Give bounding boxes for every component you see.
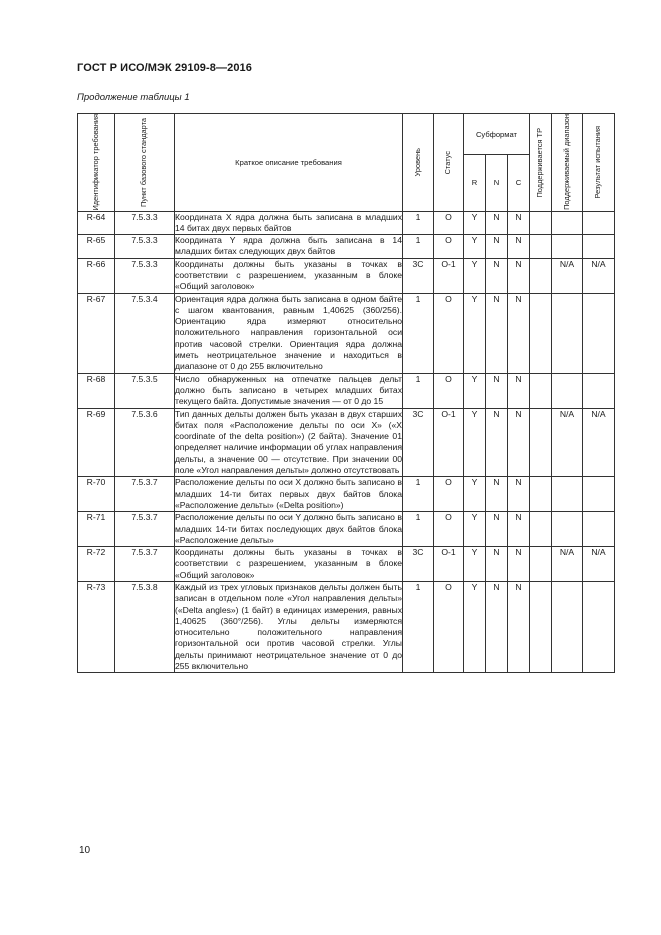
subformat-c-cell: N [508,582,530,673]
range-cell: N/A [552,547,583,582]
status-cell: O-1 [434,547,464,582]
table-row [78,293,615,373]
result-cell [583,512,615,547]
subformat-r-cell: Y [464,373,486,408]
supported-cell [530,582,552,673]
clause-number: 7.5.3.4 [115,293,175,373]
subformat-r-cell: Y [464,293,486,373]
col-header-clause: Пункт базового стандарта [115,114,175,212]
subformat-r-cell: Y [464,512,486,547]
table-row [78,235,615,259]
table-row [78,477,615,512]
clause-number: 7.5.3.6 [115,408,175,477]
range-cell [552,373,583,408]
range-cell [552,512,583,547]
level-cell: 1 [403,477,434,512]
range-cell: N/A [552,408,583,477]
status-cell: O-1 [434,258,464,293]
col-header-status: Статус [434,114,464,212]
subformat-c-cell: N [508,512,530,547]
requirements-table [77,113,615,673]
requirement-id: R-73 [78,582,115,673]
clause-number: 7.5.3.7 [115,477,175,512]
requirement-id: R-65 [78,235,115,259]
level-cell: 3C [403,258,434,293]
level-cell: 1 [403,235,434,259]
subformat-n-cell: N [486,211,508,235]
requirement-description: Тип данных дельты должен быть указан в двух старших битах поля «Расположение дельты по оси X» («X coordinate of the delta position») (2 байта). Значение 01 определяет наличие информации об углах направления дельты, а значение 00 — отсутствие. При значении 00 поле «Угол направления дельты» должно отсутствовать [175,408,402,476]
requirement-id: R-67 [78,293,115,373]
table-row [78,547,615,582]
status-cell: O [434,512,464,547]
requirement-description: Ориентация ядра должна быть записана в одном байте с шагом квантования, равным 1,40625 (360/256). Ориентацию ядра измеряют относительно положительного направления горизонтальной оси против часовой стрелки. Ориентация ядра должна иметь неотрицательное значение и находиться в диапазоне от 0 до 255 включительно [175,293,402,372]
subformat-r-cell: Y [464,235,486,259]
result-cell: N/A [583,547,615,582]
subformat-c-cell: N [508,235,530,259]
requirement-description: Каждый из трех угловых признаков дельты должен быть записан в отдельном поле «Угол направления дельты» («Delta angles») (1 байт) в единицах измерения, равных 1,40625 (360°/256). Углы дельты измеряются относительно положительного направления горизонтальной оси против часовой стрелки. Углы дельты принимают неотрицательное значение от 0 до 255 включительно [175,582,402,672]
col-header-range: Поддерживаемый диапазон [552,114,583,212]
result-cell [583,582,615,673]
level-cell: 1 [403,582,434,673]
requirement-description: Координата X ядра должна быть записана в младших 14 битах двух первых байтов [175,211,402,233]
result-cell: N/A [583,408,615,477]
range-cell [552,477,583,512]
col-header-result: Результат испытания [583,114,615,212]
page-number: 10 [79,845,91,856]
subformat-n-cell: N [486,235,508,259]
subformat-c-cell: N [508,211,530,235]
subformat-n-cell: N [486,293,508,373]
result-cell: N/A [583,258,615,293]
col-header-sub-r: R [464,155,486,211]
col-header-id: Идентификатор требования [78,114,115,212]
clause-number: 7.5.3.3 [115,211,175,235]
result-cell [583,373,615,408]
range-cell: N/A [552,258,583,293]
subformat-c-cell: N [508,258,530,293]
clause-number: 7.5.3.8 [115,582,175,673]
level-cell: 1 [403,211,434,235]
subformat-n-cell: N [486,373,508,408]
supported-cell [530,547,552,582]
supported-cell [530,211,552,235]
supported-cell [530,477,552,512]
requirement-description: Число обнаруженных на отпечатке пальцев дельт должно быть записано в четырех младших битах текущего байта. Допустимые значения — от 0 до 15 [175,373,402,407]
result-cell [583,235,615,259]
table-caption: Продолжение таблицы 1 [77,92,190,103]
supported-cell [530,373,552,408]
level-cell: 3C [403,408,434,477]
subformat-c-cell: N [508,547,530,582]
supported-cell [530,235,552,259]
status-cell: O [434,235,464,259]
subformat-r-cell: Y [464,408,486,477]
col-header-description: Краткое описание требования [175,114,403,212]
document-title: ГОСТ Р ИСО/МЭК 29109-8—2016 [77,62,252,74]
table-row [78,512,615,547]
subformat-n-cell: N [486,512,508,547]
col-header-supported: Поддерживается TP [530,114,552,212]
requirement-id: R-66 [78,258,115,293]
requirement-id: R-71 [78,512,115,547]
subformat-c-cell: N [508,408,530,477]
subformat-r-cell: Y [464,211,486,235]
status-cell: O-1 [434,408,464,477]
subformat-r-cell: Y [464,582,486,673]
subformat-n-cell: N [486,258,508,293]
result-cell [583,477,615,512]
requirement-description: Координаты должны быть указаны в точках в соответствии с разрешением, указанным в блоке «Общий заголовок» [175,258,402,292]
status-cell: O [434,293,464,373]
subformat-c-cell: N [508,373,530,408]
status-cell: O [434,477,464,512]
level-cell: 1 [403,293,434,373]
subformat-n-cell: N [486,408,508,477]
table-body [78,211,615,673]
subformat-n-cell: N [486,547,508,582]
requirement-id: R-72 [78,547,115,582]
subformat-r-cell: Y [464,477,486,512]
col-header-sub-n: N [486,155,508,211]
status-cell: O [434,373,464,408]
requirement-description: Координаты должны быть указаны в точках в соответствии с разрешением, указанным в блоке «Общий заголовок» [175,547,402,580]
col-header-level: Уровень [403,114,434,212]
level-cell: 1 [403,373,434,408]
result-cell [583,293,615,373]
level-cell: 3C [403,547,434,582]
table-row [78,582,615,673]
requirement-description: Координата Y ядра должна быть записана в 14 младших битах следующих двух байтов [175,235,402,257]
supported-cell [530,258,552,293]
status-cell: O [434,582,464,673]
clause-number: 7.5.3.5 [115,373,175,408]
requirement-id: R-69 [78,408,115,477]
result-cell [583,211,615,235]
supported-cell [530,293,552,373]
level-cell: 1 [403,512,434,547]
clause-number: 7.5.3.7 [115,512,175,547]
subformat-r-cell: Y [464,258,486,293]
range-cell [552,582,583,673]
requirement-description: Расположение дельты по оси Y должно быть записано в младших 14-ти битах последующих двух байтов блока «Расположение дельты» [175,512,402,545]
table-row [78,211,615,235]
range-cell [552,211,583,235]
clause-number: 7.5.3.3 [115,258,175,293]
requirement-id: R-68 [78,373,115,408]
table-row [78,408,615,477]
table-row [78,373,615,408]
status-cell: O [434,211,464,235]
subformat-r-cell: Y [464,547,486,582]
col-header-subformat: Субформат [464,114,530,155]
requirement-id: R-64 [78,211,115,235]
supported-cell [530,408,552,477]
clause-number: 7.5.3.7 [115,547,175,582]
requirement-description: Расположение дельты по оси X должно быть записано в младших 14-ти битах первых двух байтов блока «Расположение дельты» («Delta position») [175,477,402,510]
subformat-c-cell: N [508,477,530,512]
range-cell [552,235,583,259]
table-row [78,258,615,293]
col-header-sub-c: C [508,155,530,211]
subformat-n-cell: N [486,477,508,512]
range-cell [552,293,583,373]
supported-cell [530,512,552,547]
subformat-n-cell: N [486,582,508,673]
clause-number: 7.5.3.3 [115,235,175,259]
requirement-id: R-70 [78,477,115,512]
subformat-c-cell: N [508,293,530,373]
